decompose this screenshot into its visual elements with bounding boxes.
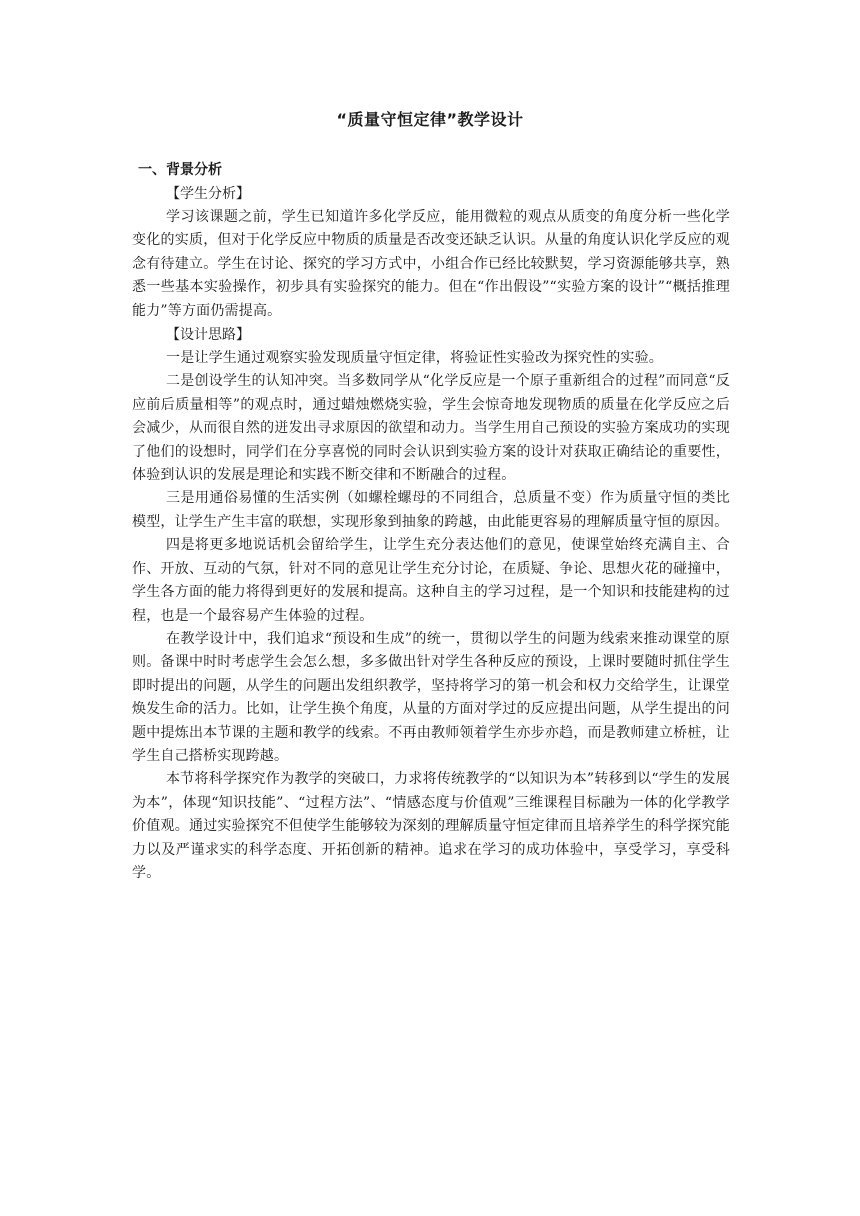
document-body bbox=[132, 158, 730, 885]
paragraph-design-5: 在教学设计中，我们追求“预设和生成”的统一，贯彻以学生的问题为线索来推动课堂的原则。备课中时时考虑学生会怎么想，多多做出针对学生各种反应的预设，上课时要随时抓住学生即时提出的问题，从学生的问题出发组织教学，坚持将学习的第一机会和权力交给学生，让课堂焕发生命的活力。比如，让学生换个角度，从量的方面对学过的反应提出问题，从学生提出的问题中提炼出本节课的主题和教学的线索。不再由教师领着学生亦步亦趋，而是教师建立桥桩，让学生自己搭桥实现跨越。 bbox=[132, 630, 730, 764]
section-heading-background: 一、背景分析 bbox=[138, 162, 222, 178]
paragraph-design-3: 三是用通俗易懂的生活实例（如螺栓螺母的不同组合，总质量不变）作为质量守恒的类比模型，让学生产生丰富的联想，实现形象到抽象的跨越，由此能更容易的理解质量守恒的原因。 bbox=[132, 490, 730, 530]
paragraph-design-4: 四是将更多地说话机会留给学生，让学生充分表达他们的意见，使课堂始终充满自主、合作、开放、互动的气氛，针对不同的意见让学生充分讨论，在质疑、争论、思想火花的碰撞中，学生各方面的能力将得到更好的发展和提高。这种自主的学习过程，是一个知识和技能建构的过程，也是一个最容易产生体验的过程。 bbox=[132, 537, 730, 624]
subheading-design-ideas: 【设计思路】 bbox=[166, 327, 250, 344]
paragraph-student-analysis: 学习该课题之前，学生已知道许多化学反应，能用微粒的观点从质变的角度分析一些化学变化的实质，但对于化学反应中物质的质量是否改变还缺乏认识。从量的角度认识化学反应的观念有待建立。学生在讨论、探究的学习方式中，小组合作已经比较默契，学习资源能够共享，熟悉一些基本实验操作，初步具有实验探究的能力。但在“作出假设”“实验方案的设计”“概括推理能力”等方面仍需提高。 bbox=[132, 209, 730, 319]
paragraph-design-1: 一是让学生通过观察实验发现质量守恒定律，将验证性实验改为探究性的实验。 bbox=[166, 350, 663, 367]
paragraph-design-6: 本节将科学探究作为教学的突破口，力求将传统教学的“以知识为本”转移到以“学生的发展为本”，体现“知识技能”、“过程方法”、“情感态度与价值观”三维课程目标融为一体的化学教学价值观。通过实验探究不但使学生能够较为深刻的理解质量守恒定律而且培养学生的科学探究能力以及严谨求实的科学态度、开拓创新的精神。追求在学习的成功体验中，享受学习，享受科学。 bbox=[132, 771, 730, 881]
document-title: “质量守恒定律”教学设计 bbox=[336, 110, 524, 129]
subheading-student-analysis: 【学生分析】 bbox=[166, 186, 250, 202]
paragraph-design-2: 二是创设学生的认知冲突。当多数同学从“化学反应是一个原子重新组合的过程”而同意“反应前后质量相等”的观点时，通过蜡烛燃烧实验，学生会惊奇地发现物质的质量在化学反应之后会减少，从而很自然的迸发出寻求原因的欲望和动力。当学生用自己预设的实验方案成功的实现了他们的设想时，同学们在分享喜悦的同时会认识到实验方案的设计对获取正确结论的重要性，体验到认识的发展是理论和实践不断交律和不断融合的过程。 bbox=[132, 373, 730, 484]
